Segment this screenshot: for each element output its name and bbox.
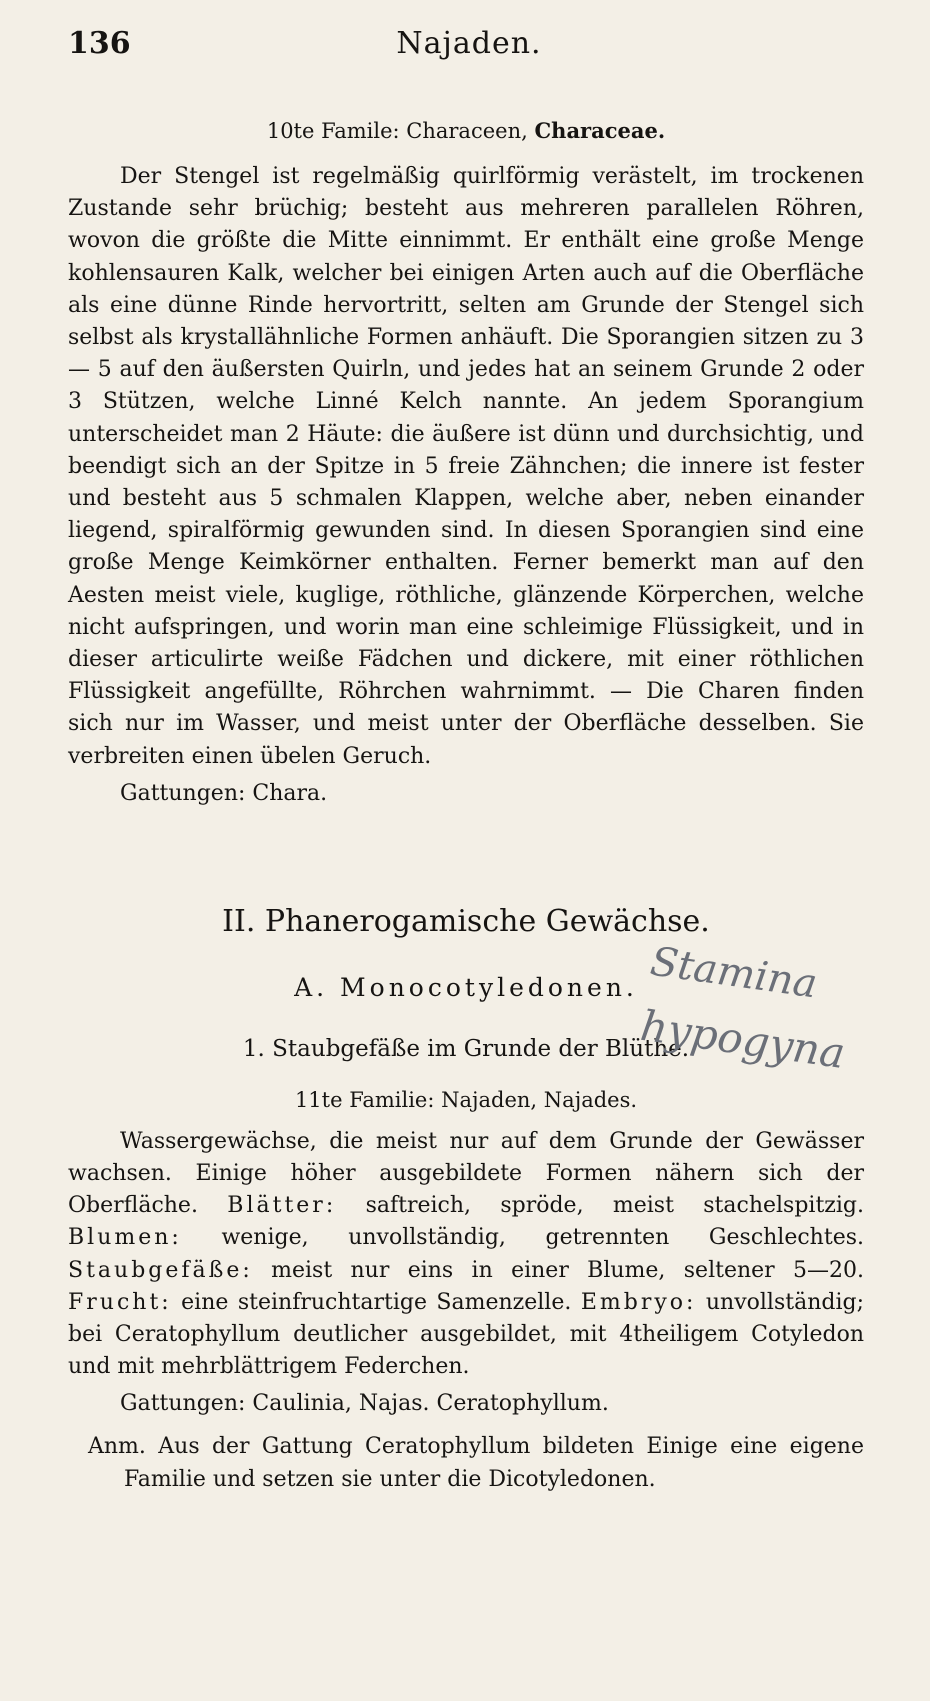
flowers-label: Blumen: [68,1225,182,1251]
page-body [68,118,864,1496]
embryo-text: unvollständig; bei Ceratophyllum deutlicher ausgebildet, mit 4theiligem Cotyledon und mit mehrblättrigem Federchen. [68,1289,864,1380]
subsection-1-heading: 1. Staubgefäße im Grunde der Blüthe. [242,1035,690,1062]
running-title: Najaden. [396,26,542,61]
family-11-intro: Wassergewächse, die meist nur auf dem Grunde der Gewässer wachsen. Einige höher ausgebildete Formen nähern sich der Oberfläche. [68,1128,864,1219]
annotation-label: Anm. [88,1434,146,1460]
genera-label: Gattungen: [120,1391,246,1417]
handwritten-note-2: hypogyna [637,1000,849,1079]
family-10-latin: Characeae. [534,118,666,143]
family-10-title: 10te Famile: Characeen, [266,119,528,143]
leaves-label: Blätter: [227,1193,337,1219]
family-11-latin: Najades. [543,1087,638,1112]
genera-label: Gattungen: [120,780,246,806]
family-10-heading [68,118,864,143]
family-10-genera [120,781,864,806]
family-11-description [68,1126,864,1384]
family-10-description: Der Stengel ist regelmäßig quirlförmig verästelt, im trockenen Zustande sehr brüchig; besteht aus mehreren parallelen Röhren, wovon die größte die Mitte einnimmt. Er enthält eine große Menge kohlensauren Kalk, welcher bei einigen Arten auch auf die Oberfläche als eine dünne Rinde hervortritt, selten am Grunde der Stengel sich selbst als krystallähnliche Formen anhäuft. Die Sporangien sitzen zu 3 — 5 auf den äußersten Quirln, und jedes hat an seinem Grunde 2 oder 3 Stützen, welche Linné Kelch nannte. An jedem Sporangium unterscheidet man 2 Häute: die äußere ist dünn und durchsichtig, und beendigt sich an der Spitze in 5 freie Zähnchen; die innere ist fester und besteht aus 5 schmalen Klappen, welche aber, neben einander liegend, spiralförmig gewunden sind. In diesen Sporangien sind eine große Menge Keimkörner enthalten. Ferner bemerkt man auf den Aesten meist viele, kuglige, röthliche, glänzende Körperchen, welche nicht aufspringen, und worin man eine schleimige Flüssigkeit, und in dieser articulirte weiße Fädchen und dickere, mit einer röthlichen Flüssigkeit angefüllte, Röhrchen wahrnimmt. — Die Charen finden sich nur im Wasser, und meist unter der Oberfläche desselben. Sie verbreiten einen übelen Geruch. [68,164,864,769]
family-11-title: 11te Familie: Najaden, [294,1087,538,1112]
annotation-text: Aus der Gattung Ceratophyllum bildeten Einige eine eigene Familie und setzen sie unter die Dicotyledonen. [124,1434,864,1493]
genera-list: Caulinia, Najas. Ceratophyllum. [252,1391,609,1417]
fruit-label: Frucht: [68,1289,172,1315]
stamens-text: meist nur eins in einer Blume, seltener 5—20. [271,1257,864,1283]
family-11-heading [68,1088,864,1112]
stamens-label: Staubgefäße: [68,1257,253,1283]
embryo-label: Embryo: [580,1289,697,1315]
flowers-text: wenige, unvollständig, getrennten Geschlechtes. [221,1225,864,1251]
family-11-genera [120,1391,864,1416]
handwritten-note-1: Stamina [647,938,821,1008]
leaves-text: saftreich, spröde, meist stachelspitzig. [365,1193,864,1219]
page-header [68,26,870,76]
section-a-heading: A. Monocotyledonen. [294,972,638,1002]
section-2-heading: II. Phanerogamische Gewächse. [222,903,710,939]
page-number: 136 [68,26,131,61]
annotation-note [68,1430,864,1496]
fruit-text: eine steinfruchtartige Samenzelle. [181,1289,572,1315]
genera-list: Chara. [252,780,328,806]
